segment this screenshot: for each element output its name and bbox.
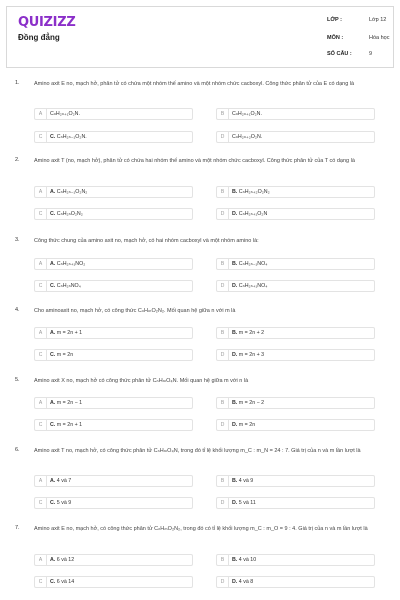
option-letter: C bbox=[35, 577, 47, 587]
option-b[interactable] bbox=[216, 108, 375, 120]
option-letter: C bbox=[35, 420, 47, 430]
option-letter: C bbox=[35, 498, 47, 508]
option-prefix: B. bbox=[232, 400, 238, 406]
option-b[interactable] bbox=[216, 258, 375, 270]
question-text: Cho aminoaxit no, mạch hở, có công thức CₙHₘO₂N₂. Mối quan hệ giữa n với m là bbox=[34, 308, 236, 314]
option-prefix: A. bbox=[50, 557, 56, 563]
option-text: 6 và 12 bbox=[56, 557, 75, 563]
option-text: CₙH₂ₙ₋₁O₂N. bbox=[56, 134, 87, 140]
option-letter: D bbox=[217, 281, 229, 291]
worksheet-title: Đồng đẳng bbox=[18, 33, 60, 42]
option-d[interactable] bbox=[216, 419, 375, 431]
option-text: CₙH₂ₙ₊₁O₂N bbox=[238, 211, 268, 217]
option-prefix: C. bbox=[50, 422, 56, 428]
option-letter: A bbox=[35, 476, 47, 486]
option-prefix: A. bbox=[50, 330, 56, 336]
option-text: 5 và 9 bbox=[56, 500, 72, 506]
option-letter: A bbox=[35, 259, 47, 269]
option-prefix: C. bbox=[50, 134, 56, 140]
option-text: CₙH₂ₙO₂N₂ bbox=[56, 211, 83, 217]
option-prefix: A. bbox=[50, 400, 56, 406]
option-prefix: D. bbox=[232, 579, 238, 585]
question-number: 5. bbox=[15, 377, 20, 383]
meta-count-label: SỐ CÂU : bbox=[327, 51, 352, 57]
option-c[interactable] bbox=[34, 208, 193, 220]
question-number: 2. bbox=[15, 157, 20, 163]
question-text: Công thức chung của amino axit no, mạch hở, có hai nhóm cacboxyl và một nhóm amino là: bbox=[34, 238, 259, 244]
option-prefix: A. bbox=[50, 261, 56, 267]
question-number: 3. bbox=[15, 237, 20, 243]
option-a[interactable] bbox=[34, 258, 193, 270]
option-letter: D bbox=[217, 577, 229, 587]
option-letter: D bbox=[217, 209, 229, 219]
option-letter: B bbox=[217, 476, 229, 486]
option-prefix: D. bbox=[232, 211, 238, 217]
option-text: 5 và 11 bbox=[238, 500, 256, 506]
option-text: CₙH₂ₙ₊₁NO₂ bbox=[56, 261, 86, 267]
question-number: 4. bbox=[15, 307, 20, 313]
option-c[interactable] bbox=[34, 419, 193, 431]
worksheet-header bbox=[6, 6, 394, 68]
option-text: CₙH₂ₙ₋₁O₂N₂ bbox=[56, 189, 88, 195]
option-letter: B bbox=[217, 328, 229, 338]
option-letter: C bbox=[35, 209, 47, 219]
option-letter: B bbox=[217, 109, 229, 119]
option-text: CₙH₂ₙ₊₁O₂N. bbox=[232, 111, 262, 117]
option-a[interactable] bbox=[34, 554, 193, 566]
option-letter: D bbox=[217, 420, 229, 430]
option-letter: B bbox=[217, 187, 229, 197]
option-prefix: C. bbox=[50, 283, 56, 289]
option-letter: C bbox=[35, 350, 47, 360]
option-text: CₙH₂ₙ₊₁O₂N. bbox=[50, 111, 80, 117]
option-text: CₙH₂ₙ₊₁NO₄ bbox=[238, 283, 268, 289]
option-a[interactable] bbox=[34, 108, 193, 120]
option-d[interactable] bbox=[216, 208, 375, 220]
option-letter: A bbox=[35, 398, 47, 408]
option-c[interactable] bbox=[34, 576, 193, 588]
option-letter: C bbox=[35, 132, 47, 142]
option-text: CₙH₂ₙ₊₂O₂N₂ bbox=[238, 189, 270, 195]
question-text: Amino axit E no, mạch hở, phân tử có chứa một nhóm thế amino và một nhóm chức cacboxyl. Công thức phân tử của E có dạng là bbox=[34, 81, 355, 87]
question-number: 6. bbox=[15, 447, 20, 453]
option-text: 4 và 7 bbox=[56, 478, 72, 484]
option-text: m = 2n bbox=[238, 422, 256, 428]
option-prefix: B. bbox=[232, 330, 238, 336]
option-prefix: B. bbox=[232, 189, 238, 195]
option-letter: D bbox=[217, 350, 229, 360]
option-a[interactable] bbox=[34, 186, 193, 198]
option-b[interactable] bbox=[216, 186, 375, 198]
option-c[interactable] bbox=[34, 280, 193, 292]
option-text: m = 2n + 2 bbox=[238, 330, 265, 336]
question-number: 7. bbox=[15, 525, 20, 531]
option-prefix: A. bbox=[50, 189, 56, 195]
option-letter: C bbox=[35, 281, 47, 291]
option-c[interactable] bbox=[34, 131, 193, 143]
option-text: m = 2n + 3 bbox=[238, 352, 265, 358]
option-text: m = 2n + 1 bbox=[56, 422, 83, 428]
meta-subject-label: MÔN : bbox=[327, 35, 344, 41]
option-c[interactable] bbox=[34, 497, 193, 509]
option-d[interactable] bbox=[216, 131, 375, 143]
option-letter: B bbox=[217, 398, 229, 408]
option-b[interactable] bbox=[216, 475, 375, 487]
meta-class-value: Lớp 12 bbox=[369, 17, 387, 23]
option-letter: D bbox=[217, 132, 229, 142]
option-prefix: C. bbox=[50, 579, 56, 585]
option-prefix: C. bbox=[50, 500, 56, 506]
option-letter: A bbox=[35, 555, 47, 565]
option-d[interactable] bbox=[216, 280, 375, 292]
option-prefix: C. bbox=[50, 211, 56, 217]
option-b[interactable] bbox=[216, 397, 375, 409]
option-d[interactable] bbox=[216, 576, 375, 588]
option-letter: A bbox=[35, 109, 47, 119]
option-prefix: B. bbox=[232, 478, 238, 484]
option-prefix: D. bbox=[232, 283, 238, 289]
option-c[interactable] bbox=[34, 349, 193, 361]
option-prefix: B. bbox=[232, 261, 238, 267]
option-text: 4 và 9 bbox=[238, 478, 254, 484]
option-b[interactable] bbox=[216, 327, 375, 339]
question-text: Amino axit T (no, mạch hở), phân tử có chứa hai nhóm thế amino và một nhóm chức cacboxyl. Công thức phân tử của T có dạng là bbox=[34, 158, 355, 164]
quizizz-logo: QUIZIZZ bbox=[18, 15, 76, 30]
option-a[interactable] bbox=[34, 327, 193, 339]
question-text: Amino axit T no, mạch hở, có công thức phân tử CₙHₘO₄N, trong đó tỉ lệ khối lượng m_C : m_N = 24 : 7. Giá trị của n và m lần lượt là bbox=[34, 448, 361, 454]
question-number: 1. bbox=[15, 80, 20, 86]
option-prefix: D. bbox=[232, 500, 238, 506]
option-letter: A bbox=[35, 187, 47, 197]
option-a[interactable] bbox=[34, 475, 193, 487]
option-prefix: A. bbox=[50, 478, 56, 484]
option-d[interactable] bbox=[216, 349, 375, 361]
option-prefix: D. bbox=[232, 352, 238, 358]
option-d[interactable] bbox=[216, 497, 375, 509]
option-prefix: C. bbox=[50, 352, 56, 358]
meta-subject-value: Hóa học bbox=[369, 35, 390, 41]
option-b[interactable] bbox=[216, 554, 375, 566]
meta-class-label: LỚP : bbox=[327, 17, 342, 23]
option-text: 4 và 10 bbox=[238, 557, 257, 563]
option-letter: D bbox=[217, 498, 229, 508]
option-a[interactable] bbox=[34, 397, 193, 409]
question-text: Amino axit X no, mạch hở có công thức phân tử CₙHₘO₄N. Mối quan hệ giữa m với n là bbox=[34, 378, 249, 384]
option-text: 6 và 14 bbox=[56, 579, 75, 585]
option-text: m = 2n bbox=[56, 352, 74, 358]
option-text: CₙH₂ₙNO₄ bbox=[56, 283, 81, 289]
option-text: CₙH₂ₙ₋₁NO₄ bbox=[238, 261, 268, 267]
option-text: m = 2n − 2 bbox=[238, 400, 265, 406]
option-text: CₙH₂ₙ₊₂O₂N. bbox=[232, 134, 263, 140]
option-letter: A bbox=[35, 328, 47, 338]
option-text: 4 và 8 bbox=[238, 579, 254, 585]
option-letter: B bbox=[217, 555, 229, 565]
meta-count-value: 9 bbox=[369, 51, 373, 57]
option-text: m = 2n − 1 bbox=[56, 400, 83, 406]
option-text: m = 2n + 1 bbox=[56, 330, 83, 336]
question-text: Amino axit E no, mạch hở, có công thức phân tử CₙHₘO₂N₂, trong đó có tỉ lệ khối lượng m_C : m_O = 9 : 4. Giá trị của n và m lần lượt là bbox=[34, 526, 368, 532]
option-letter: B bbox=[217, 259, 229, 269]
option-prefix: B. bbox=[232, 557, 238, 563]
option-prefix: D. bbox=[232, 422, 238, 428]
